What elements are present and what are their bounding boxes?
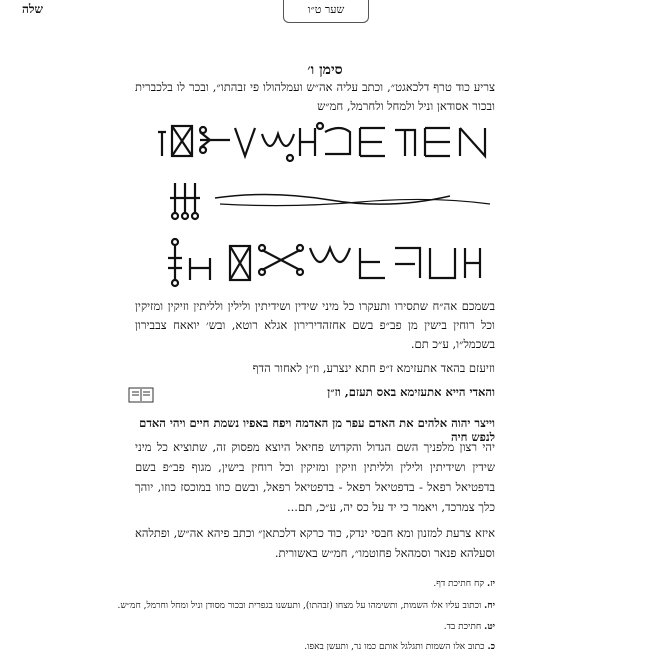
page-header xyxy=(0,0,650,28)
footnote-number: יז. xyxy=(486,579,495,589)
footnote xyxy=(135,641,495,652)
book-icon xyxy=(128,387,154,403)
footnote-number: כ. xyxy=(487,642,495,652)
paragraph-remedy: איזא צרעת למזנון ומא חבסי ינדק, כוד כרקא דלכתאן״ וכתב פיהא אה״ש, ופתלהא וסעלהא פנאר וסמהאל פחוטמו״, חמ״ש באשורית. xyxy=(135,526,495,560)
footnote-text: חתיכת בד. xyxy=(443,622,482,632)
footnote xyxy=(135,578,495,589)
magic-script-image xyxy=(150,118,515,288)
page-number: שלה xyxy=(22,2,44,16)
instruction-line: וזיעזם בהאד אתעזימא ז״פ חתא ינצרע, וז״ן לאחור הדף xyxy=(252,361,495,375)
footnote xyxy=(117,600,495,611)
chapter-tab: שער ט״ו xyxy=(283,0,369,23)
paragraph-adjuration: בשמכם אה״ח שתסירו ותעקרו כל מיני שידין ושידיתין ולילין ולליתין וזיקין ומזיקין וכל רוחין בישין מן פב״פ בשם אחזהדירירון אגלא רוטא, ובש׳ יואאח צבבירון בשכמל״ו, ע״כ תם. xyxy=(135,299,495,351)
footnote-text: וכתוב עליו אלו השמות, ותשימהו על מצחו (זבהתו), ותעשנו בגפרית ובכור מסודן וניל ומחל וחרמל, חמ״ש. xyxy=(117,601,482,611)
footnote-number: יט. xyxy=(484,622,495,632)
footnote-text: קח חתיכת דף. xyxy=(433,579,485,589)
instruction-line-bold: והאדי הייא אתעזימא באס תעזם, וז״ן xyxy=(327,385,495,399)
verse-line: וייצר יהוה אלהים את האדם עפר מן האדמה ויפח באפיו נשמת חיים ויהי האדם לנפש חיה xyxy=(139,416,495,444)
footnote-number: יח. xyxy=(484,601,495,611)
paragraph-prayer: יהי רצון מלפניך השם הגדול והקדוש פחיאל היוצא מפסוק זה, שתוציא כל מיני שידין ושידיתין ולילין ולליתין וזיקין ומזיקין וכל רוחין בישין, מגוף פב״פ בשם בדפטיאל רפאל - בדפטיאל רפאל - בדפטיאל רפאל, ובשם כוזו במוכסז כוזו, יוהך כלך צמרכד, ויאמר כי יד על כס יה, ע״כ, תם... xyxy=(135,440,495,514)
paragraph-intro: צריע כוד טרף דלכאגט״, וכתב עליה אה״ש ועמלהולו פי זבהתו״, ובכר לו בלכברית ובכור אסודאן וניל ולמחל ולחרמל, חמ״ש xyxy=(135,80,495,113)
footnote xyxy=(135,621,495,632)
section-title: סימן ו׳ xyxy=(307,62,343,78)
footnote-text: כתוב אלו השמות ותגלגל אותם כמו נר, ותעשן באפו. xyxy=(304,642,485,652)
